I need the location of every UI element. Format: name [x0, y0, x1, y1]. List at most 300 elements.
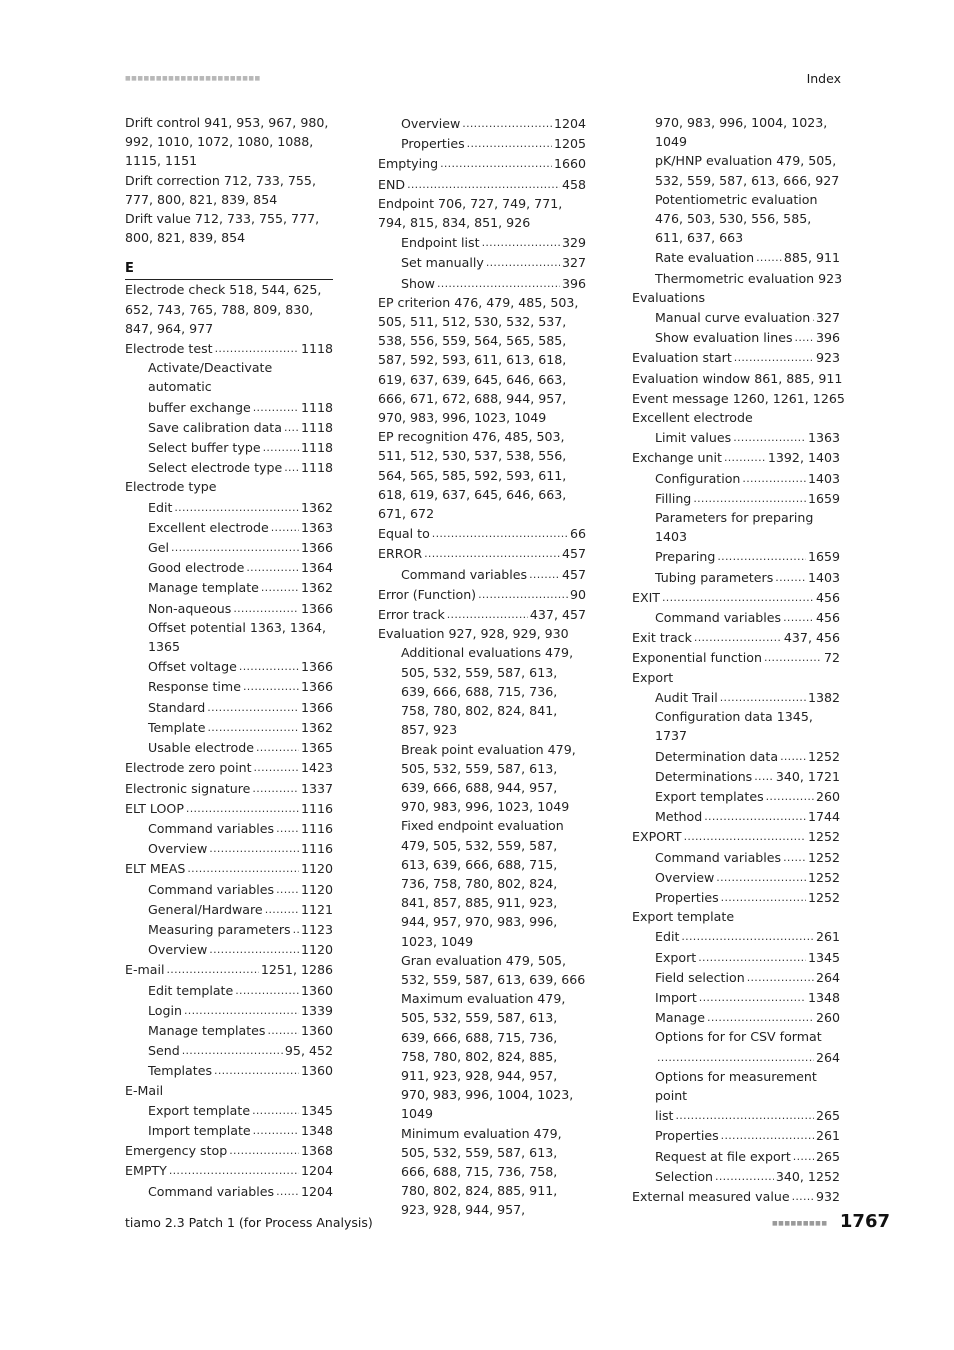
page-reference: 1366: [300, 600, 333, 616]
dot-leader: [756, 247, 782, 267]
index-entry: [632, 388, 845, 408]
page-reference: 1362: [300, 499, 333, 515]
index-entry: [378, 584, 586, 604]
index-term: Selection: [655, 1168, 714, 1184]
index-term: Emergency stop: [125, 1143, 228, 1159]
dot-leader: [780, 746, 806, 766]
index-column-2: [378, 113, 586, 1220]
page-reference: 1120: [300, 881, 333, 897]
index-term: Manage template: [148, 580, 259, 596]
index-subentry: [632, 887, 840, 907]
index-term: END: [378, 176, 406, 192]
index-term: Export: [655, 949, 697, 965]
page-reference: 1205: [553, 136, 586, 152]
index-subentry: Gran evaluation 479, 505, 532, 559, 587, 613, 639, 666: [401, 952, 586, 987]
index-subentry: [632, 1125, 840, 1145]
index-subentry: [632, 766, 840, 786]
index-term: Exponential function: [632, 650, 762, 666]
dot-leader: [462, 113, 552, 133]
dot-leader: [261, 577, 299, 597]
index-subentry: Offset potential 1363, 1364, 1365: [148, 619, 326, 655]
index-entry: [632, 447, 840, 467]
index-subentry: [632, 427, 840, 447]
dot-leader: [529, 564, 560, 584]
index-subentry: [632, 987, 840, 1007]
index-subentry: [125, 980, 333, 1000]
page-reference: 66: [569, 526, 586, 542]
dot-leader: [721, 887, 806, 907]
index-term: Show evaluation lines: [655, 330, 793, 346]
page-reference: 1744: [807, 809, 840, 825]
index-entry: Endpoint 706, 727, 749, 771, 794, 815, 834, 851, 926: [378, 195, 563, 231]
index-subentry: [125, 919, 333, 939]
index-entry: Export: [632, 669, 674, 685]
page-reference: 1659: [807, 490, 840, 506]
dot-leader: [424, 543, 560, 563]
page-reference: 1345: [807, 949, 840, 965]
dot-leader: [174, 497, 299, 517]
page-reference: 260: [815, 788, 840, 804]
dot-leader: [721, 1125, 814, 1145]
index-subentry: [125, 397, 333, 417]
index-term: Electrode test: [125, 341, 213, 357]
page-reference: 1204: [553, 116, 586, 131]
dot-leader: [699, 987, 806, 1007]
index-subentry: [632, 947, 840, 967]
dot-leader: [681, 926, 814, 946]
dot-leader: [233, 598, 299, 618]
index-term: Electrode zero point: [125, 760, 252, 776]
index-term: EXPORT: [632, 829, 682, 845]
page-reference: 1118: [300, 440, 333, 456]
index-subentry: [125, 717, 333, 737]
dot-leader: [447, 604, 528, 624]
page-reference: 1204: [300, 1163, 333, 1179]
index-subentry: [632, 468, 840, 488]
dot-leader: [482, 232, 560, 252]
index-subentry: [125, 577, 333, 597]
page-reference: 1116: [300, 800, 333, 816]
index-term: Overview: [148, 942, 208, 958]
index-subentry: [125, 437, 333, 457]
index-term: Thermometric evaluation: [655, 270, 815, 286]
index-subentry: [125, 1120, 333, 1140]
index-term: Export template: [148, 1102, 251, 1118]
dot-leader: [209, 939, 299, 959]
dot-leader: [187, 858, 299, 878]
dot-leader: [246, 557, 299, 577]
page-reference: 1251, 1286: [260, 962, 333, 978]
index-term: Command variables: [655, 849, 782, 865]
index-term: Gel: [148, 540, 170, 556]
index-term: Evaluation window: [632, 370, 751, 386]
dot-leader: [263, 437, 299, 457]
index-subentry: [632, 607, 840, 627]
index-subentry: [632, 1166, 840, 1186]
dot-leader: [734, 347, 814, 367]
index-term: Command variables: [148, 1183, 275, 1199]
index-term: EMPTY: [125, 1163, 167, 1179]
page-number: 1767: [839, 1211, 890, 1232]
dot-leader: [707, 1007, 814, 1027]
page-reference: 1659: [807, 549, 840, 565]
dot-leader: [812, 307, 814, 327]
index-term: Properties: [401, 136, 465, 152]
index-entry: Drift value 712, 733, 755, 777, 800, 821, 839, 854: [125, 211, 320, 246]
index-subentry: [125, 737, 333, 757]
index-entry: [125, 959, 333, 979]
dot-leader: [783, 607, 814, 627]
page-reference: 95, 452: [284, 1043, 333, 1059]
page-reference: 1348: [300, 1122, 333, 1138]
index-entry: [632, 826, 840, 846]
page-reference: 1260, 1261, 1265: [732, 390, 845, 406]
dot-leader: [793, 1146, 814, 1166]
index-term: buffer exchange: [148, 399, 251, 415]
index-section-heading: E: [125, 259, 333, 280]
page-reference: 1403: [807, 569, 840, 585]
index-subentry: [125, 537, 333, 557]
dot-leader: [684, 826, 806, 846]
index-subentry: [632, 327, 840, 347]
index-term: Exit track: [632, 630, 692, 646]
index-subentry: Parameters for preparing 1403: [655, 510, 814, 545]
index-term: Evaluation start: [632, 350, 732, 366]
index-subentry: [125, 838, 333, 858]
dot-leader: [775, 567, 806, 587]
page-reference: 457: [561, 566, 586, 582]
dot-leader: [265, 899, 299, 919]
page-reference: 329: [561, 235, 586, 251]
index-term: Configuration: [655, 470, 741, 486]
index-entry: [632, 1186, 840, 1206]
dot-leader: [720, 687, 806, 707]
page-reference: 1363: [807, 430, 840, 446]
dot-leader: [253, 1120, 299, 1140]
index-term: EXIT: [632, 589, 660, 605]
page-reference: 1382: [807, 689, 840, 705]
index-column-3: [632, 113, 845, 1206]
index-entry: [632, 347, 840, 367]
index-term: Overview: [148, 841, 208, 857]
dot-leader: [795, 327, 814, 347]
index-subentry: [125, 598, 333, 618]
index-subentry: [632, 1047, 840, 1067]
page-reference: 1121: [300, 901, 333, 917]
index-column-1: [125, 113, 333, 1201]
index-term: Properties: [655, 1128, 719, 1144]
index-term: Preparing: [655, 549, 716, 565]
index-term: Request at file export: [655, 1148, 791, 1164]
index-term: Manage: [655, 1010, 706, 1026]
index-subentry: [125, 1181, 333, 1201]
page-reference: 327: [561, 255, 586, 271]
footer-decoration: ■■■■■■■■■: [772, 1220, 828, 1227]
index-subentry: [125, 557, 333, 577]
index-term: Good electrode: [148, 560, 245, 576]
index-term: Limit values: [655, 430, 732, 446]
index-term: Import template: [148, 1122, 251, 1138]
index-subentry: [125, 1040, 333, 1060]
index-term: E-mail: [125, 962, 165, 978]
index-term: Edit: [655, 929, 680, 945]
dot-leader: [792, 1186, 814, 1206]
dot-leader: [169, 1160, 299, 1180]
index-term: General/Hardware: [148, 901, 263, 917]
page-reference: 90: [569, 586, 586, 602]
index-term: Overview: [401, 116, 461, 131]
index-subentry: [632, 1007, 840, 1027]
dot-leader: [276, 818, 299, 838]
page-reference: 1366: [300, 659, 333, 675]
page-reference: 1116: [300, 820, 333, 836]
index-term: list: [655, 1108, 674, 1124]
index-entry: [125, 778, 333, 798]
index-term: Exchange unit: [632, 450, 722, 466]
index-subentry: Minimum evaluation 479, 505, 532, 559, 587, 613, 666, 688, 715, 736, 758, 780, 802, 824, 885, 911, 923, 928, 944, 957,: [401, 1125, 562, 1218]
page-reference: 264: [815, 969, 840, 985]
index-subentry: [378, 232, 586, 252]
index-subentry: [632, 1105, 840, 1125]
index-entry: EP criterion 476, 479, 485, 503, 505, 511, 512, 530, 532, 537, 538, 556, 559, 564, 565, 585, 587, 592, 593, 611, 613, 618, 619, 637, 639, 645, 646, 663, 666, 671, 672, 688, 944, 957, 970, 983, 996, 1023, 1049: [378, 294, 579, 426]
page-reference: 1362: [300, 719, 333, 735]
dot-leader: [215, 338, 299, 358]
header-decoration: ■■■■■■■■■■■■■■■■■■■■■■: [125, 75, 261, 82]
index-term: Save calibration data: [148, 419, 282, 435]
index-term: Event message: [632, 390, 729, 406]
index-entry: Drift correction 712, 733, 755, 777, 800, 821, 839, 854: [125, 172, 316, 207]
page-reference: 1660: [553, 156, 586, 172]
page-reference: 1337: [300, 780, 333, 796]
index-term: Response time: [148, 679, 241, 695]
index-term: Method: [655, 809, 703, 825]
page-reference: 1118: [300, 399, 333, 415]
dot-leader: [724, 447, 766, 467]
index-subentry: Activate/Deactivate automatic: [148, 360, 273, 395]
dot-leader: [478, 584, 568, 604]
page-reference: 1366: [300, 699, 333, 715]
index-term: Emptying: [378, 156, 439, 172]
page-reference: 1120: [300, 942, 333, 958]
index-term: Usable electrode: [148, 740, 254, 756]
index-entry: [125, 1140, 333, 1160]
dot-leader: [207, 717, 298, 737]
index-subentry: [125, 1000, 333, 1020]
page-reference: 1252: [807, 869, 840, 885]
page-reference: 1252: [807, 748, 840, 764]
page-reference: 457: [561, 546, 586, 562]
index-term: Manual curve evaluation: [655, 310, 811, 326]
index-term: Command variables: [655, 610, 782, 626]
index-subentry: [125, 1020, 333, 1040]
index-term: Offset voltage: [148, 659, 237, 675]
index-subentry: [632, 247, 840, 267]
index-term: Properties: [655, 889, 719, 905]
index-subentry: [632, 806, 840, 826]
page-reference: 396: [815, 330, 840, 346]
dot-leader: [271, 517, 299, 537]
dot-leader: [662, 587, 814, 607]
index-term: Endpoint list: [401, 235, 480, 251]
dot-leader: [235, 980, 299, 1000]
index-subentry: Maximum evaluation 479, 505, 532, 559, 587, 613, 639, 666, 688, 715, 736, 758, 780, 802, 824, 885, 911, 923, 928, 944, 957, 970, 983, 996, 1004, 1023, 1049: [401, 991, 574, 1122]
index-term: Template: [148, 719, 206, 735]
page-reference: 1339: [300, 1002, 333, 1018]
index-term: Edit template: [148, 982, 234, 998]
index-entry: [632, 368, 843, 388]
index-subentry: [378, 252, 586, 272]
index-term: Show: [401, 275, 435, 291]
index-subentry: [125, 879, 333, 899]
index-entry: [632, 627, 840, 647]
page-reference: 1360: [300, 1022, 333, 1038]
page-reference: 1366: [300, 679, 333, 695]
index-subentry: [632, 867, 840, 887]
footer-product-name: tiamo 2.3 Patch 1 (for Process Analysis): [125, 1215, 373, 1230]
index-entry: [125, 338, 333, 358]
index-subentry: [632, 786, 840, 806]
page-reference: 340, 1252: [775, 1168, 840, 1184]
index-subentry: Potentiometric evaluation 476, 503, 530, 556, 585, 611, 637, 663: [655, 191, 818, 246]
index-subentry: [125, 517, 333, 537]
index-subentry: 970, 983, 996, 1004, 1023, 1049: [655, 115, 828, 150]
page-reference: 885, 911: [783, 250, 840, 266]
page-reference: 1252: [807, 829, 840, 845]
index-term: Command variables: [148, 881, 275, 897]
page-reference: 261: [815, 929, 840, 945]
page-reference: 396: [561, 275, 586, 291]
index-entry: [125, 858, 333, 878]
dot-leader: [407, 174, 560, 194]
dot-leader: [186, 798, 299, 818]
page-reference: 437, 456: [783, 630, 840, 646]
running-header-title: Index: [806, 71, 841, 86]
index-entry: Electrode check 518, 544, 625, 652, 743, 765, 788, 809, 830, 847, 964, 977: [125, 282, 322, 336]
page-reference: 1252: [807, 889, 840, 905]
index-entry: [125, 1160, 333, 1180]
index-subentry: [125, 1060, 333, 1080]
index-entry: [378, 523, 586, 543]
index-term: Tubing parameters: [655, 569, 774, 585]
dot-leader: [698, 947, 806, 967]
index-entry: Drift control 941, 953, 967, 980, 992, 1010, 1072, 1080, 1088, 1115, 1151: [125, 115, 329, 169]
index-subentry: [125, 497, 333, 517]
index-subentry: Options for for CSV format: [655, 1029, 822, 1045]
index-subentry: [632, 967, 840, 987]
dot-leader: [284, 457, 299, 477]
page-reference: 1366: [300, 540, 333, 556]
index-subentry: [632, 1146, 840, 1166]
index-term: Excellent electrode: [148, 519, 269, 535]
index-term: Determination data: [655, 748, 779, 764]
index-subentry: [378, 564, 586, 584]
index-subentry: Options for measurement point: [655, 1068, 817, 1103]
index-term: Field selection: [655, 969, 745, 985]
index-term: Select buffer type: [148, 440, 261, 456]
index-subentry: [632, 746, 840, 766]
dot-leader: [253, 397, 299, 417]
dot-leader: [184, 1000, 299, 1020]
index-subentry: [378, 113, 586, 133]
index-subentry: [125, 676, 333, 696]
index-term: Export templates: [655, 788, 764, 804]
page-reference: 1365: [300, 740, 333, 756]
dot-leader: [293, 919, 299, 939]
page-reference: 1363: [300, 519, 333, 535]
page-reference: 437, 457: [529, 607, 586, 623]
index-subentry: [378, 133, 586, 153]
dot-leader: [167, 959, 259, 979]
index-term: Rate evaluation: [655, 250, 755, 266]
dot-leader: [733, 427, 806, 447]
page-reference: 1392, 1403: [767, 450, 840, 466]
index-subentry: [125, 417, 333, 437]
index-term: Manage templates: [148, 1022, 266, 1038]
index-subentry: [632, 268, 843, 288]
index-subentry: [632, 567, 840, 587]
page-reference: 1118: [300, 419, 333, 435]
index-term: Measuring parameters: [148, 921, 291, 937]
index-term: ERROR: [378, 546, 423, 562]
index-term: Command variables: [401, 566, 528, 582]
dot-leader: [239, 656, 299, 676]
index-entry: [632, 647, 840, 667]
index-subentry: [632, 307, 840, 327]
dot-leader: [716, 867, 806, 887]
index-entry: Evaluation 927, 928, 929, 930: [378, 626, 569, 642]
dot-leader: [783, 847, 806, 867]
page-reference: 1123: [300, 921, 333, 937]
dot-leader: [754, 766, 774, 786]
index-subentry: [125, 939, 333, 959]
page-reference: 265: [815, 1108, 840, 1124]
dot-leader: [437, 273, 560, 293]
dot-leader: [704, 806, 806, 826]
page-reference: 327: [815, 310, 840, 326]
page-reference: 265: [815, 1148, 840, 1164]
index-subentry: [125, 697, 333, 717]
index-term: Command variables: [148, 820, 275, 836]
index-subentry: [125, 457, 333, 477]
index-entry: [378, 153, 586, 173]
dot-leader: [486, 252, 560, 272]
dot-leader: [276, 1181, 299, 1201]
index-term: Audit Trail: [655, 689, 718, 705]
index-term: Login: [148, 1002, 182, 1018]
index-entry: Excellent electrode: [632, 410, 753, 426]
index-term: ELT MEAS: [125, 861, 186, 877]
page-reference: 1368: [300, 1143, 333, 1159]
page-reference: 923: [815, 350, 840, 366]
page-reference: 456: [815, 610, 840, 626]
page-reference: 1118: [300, 341, 333, 357]
page-reference: 1348: [807, 989, 840, 1005]
index-entry: [125, 798, 333, 818]
page-reference: 458: [561, 176, 586, 192]
index-term: Filling: [655, 490, 692, 506]
dot-leader: [766, 786, 814, 806]
dot-leader: [254, 757, 299, 777]
index-term: Standard: [148, 699, 206, 715]
page-reference: 1345: [300, 1102, 333, 1118]
page-reference: 1423: [300, 760, 333, 776]
page-reference: 261: [815, 1128, 840, 1144]
index-subentry: [632, 687, 840, 707]
dot-leader: [284, 417, 299, 437]
dot-leader: [276, 879, 299, 899]
dot-leader: [467, 133, 552, 153]
dot-leader: [252, 778, 299, 798]
